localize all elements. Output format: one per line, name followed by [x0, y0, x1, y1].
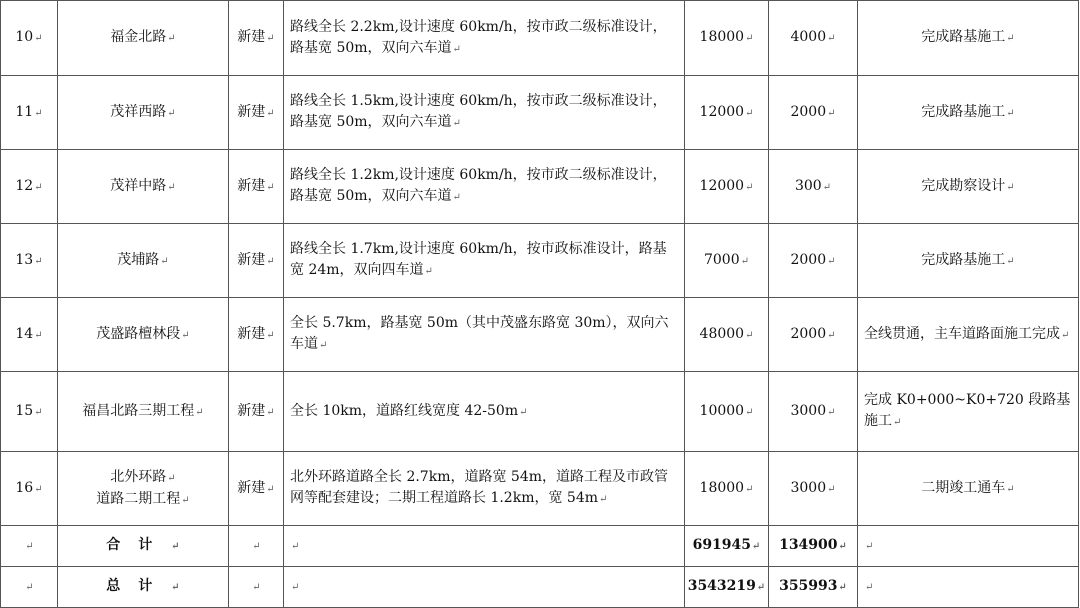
construction-type: 新建 [237, 177, 266, 194]
progress-target: 完成路基施工 [921, 29, 1006, 45]
project-name: 福金北路 [110, 29, 167, 45]
project-name: 福昌北路三期工程 [82, 402, 195, 419]
total-investment: 12000 [699, 103, 745, 120]
annual-investment: 2000 [790, 103, 827, 120]
progress-target: 完成 K0+000~K0+720 段路基施工 [864, 392, 1071, 429]
construction-type: 新建 [237, 251, 266, 268]
construction-type: 新建 [237, 402, 266, 419]
total-investment: 7000 [703, 251, 740, 268]
construction-type: 新建 [237, 479, 266, 496]
project-name: 茂盛路檀林段 [96, 325, 181, 342]
progress-target: 完成勘察设计 [921, 177, 1006, 194]
annual-investment: 4000 [790, 29, 827, 45]
project-name-line-2: 道路二期工程 [96, 490, 181, 507]
project-name: 茂埔路 [117, 251, 160, 268]
construction-type: 新建 [237, 325, 266, 342]
project-description: 全长 10km，道路红线宽度 42-50m [290, 402, 519, 419]
grand-total-investment: 3543219 [687, 578, 756, 594]
total-investment: 48000 [699, 325, 745, 342]
progress-target: 完成路基施工 [921, 103, 1006, 120]
row-number: 13 [15, 251, 34, 268]
row-number: 12 [15, 177, 34, 194]
total-investment: 10000 [699, 402, 745, 419]
project-description: 路线全长 1.5km,设计速度 60km/h，按市政二级标准设计，路基宽 50m，双向六车道 [290, 93, 667, 130]
row-number: 16 [15, 479, 34, 496]
project-description: 北外环路道路全长 2.7km，道路宽 54m，道路工程及市政管网等配套建设；二期工程道路长 1.2km，宽 54m [290, 469, 669, 506]
table-row: 14↵ 茂盛路檀林段↵ 新建↵ 全长 5.7km，路基宽 50m（其中茂盛东路宽 30m），双向六车道↵ 48000↵ 2000↵ 全线贯通，主车道路面施工完成↵ [1, 298, 1079, 372]
table-row: 16↵ 北外环路↵ 道路二期工程↵ 新建↵ 北外环路道路全长 2.7km，道路宽 54m，道路工程及市政管网等配套建设；二期工程道路长 1.2km，宽 54m↵ 18000↵ 3000↵ 二期竣工通车↵ [1, 452, 1079, 526]
row-number: 14 [15, 325, 34, 342]
progress-target: 完成路基施工 [921, 251, 1006, 268]
annual-investment: 300 [794, 177, 822, 194]
grand-total-row: ↵ 总计↵ ↵ ↵ 3543219↵ 355993↵ ↵ [1, 567, 1079, 608]
subtotal-row: ↵ 合计↵ ↵ ↵ 691945↵ 134900↵ ↵ [1, 526, 1079, 567]
row-number: 11 [15, 103, 34, 120]
grand-total-label: 总计 [106, 578, 171, 594]
progress-target: 二期竣工通车 [921, 479, 1006, 496]
table-row: 11↵ 茂祥西路↵ 新建↵ 路线全长 1.5km,设计速度 60km/h，按市政二级标准设计，路基宽 50m，双向六车道↵ 12000↵ 2000↵ 完成路基施工↵ [1, 76, 1079, 150]
project-description: 路线全长 2.2km,设计速度 60km/h，按市政二级标准设计，路基宽 50m，双向六车道 [290, 18, 667, 56]
total-investment: 12000 [699, 177, 745, 194]
project-description: 路线全长 1.7km,设计速度 60km/h，按市政标准设计，路基宽 24m，双向四车道 [290, 241, 667, 278]
subtotal-label: 合计 [106, 537, 171, 553]
project-description: 全长 5.7km，路基宽 50m（其中茂盛东路宽 30m），双向六车道 [290, 315, 669, 352]
total-investment: 18000 [699, 29, 745, 45]
annual-investment: 3000 [790, 479, 827, 496]
subtotal-annual-investment: 134900 [779, 537, 838, 553]
construction-type: 新建 [237, 103, 266, 120]
annual-investment: 3000 [790, 402, 827, 419]
table-row: 13↵ 茂埔路↵ 新建↵ 路线全长 1.7km,设计速度 60km/h，按市政标准设计，路基宽 24m，双向四车道↵ 7000↵ 2000↵ 完成路基施工↵ [1, 224, 1079, 298]
progress-target: 全线贯通，主车道路面施工完成 [864, 325, 1060, 342]
construction-type: 新建 [237, 29, 266, 45]
row-number: 10 [15, 29, 34, 45]
annual-investment: 2000 [790, 325, 827, 342]
annual-investment: 2000 [790, 251, 827, 268]
project-name: 茂祥中路 [110, 177, 167, 194]
subtotal-total-investment: 691945 [692, 537, 752, 553]
grand-total-annual-investment: 355993 [779, 578, 838, 594]
project-name-line-1: 北外环路 [110, 468, 167, 485]
paragraph-mark: ↵ [25, 541, 34, 552]
project-description: 路线全长 1.2km,设计速度 60km/h，按市政二级标准设计，路基宽 50m，双向六车道 [290, 167, 667, 204]
table-row: 10↵ 福金北路↵ 新建↵ 路线全长 2.2km,设计速度 60km/h，按市政二级标准设计，路基宽 50m，双向六车道↵ 18000↵ 4000↵ 完成路基施工↵ [1, 1, 1079, 76]
table-row: 12↵ 茂祥中路↵ 新建↵ 路线全长 1.2km,设计速度 60km/h，按市政二级标准设计，路基宽 50m，双向六车道↵ 12000↵ 300↵ 完成勘察设计↵ [1, 150, 1079, 224]
total-investment: 18000 [699, 479, 745, 496]
project-name: 茂祥西路 [110, 103, 167, 120]
row-number: 15 [15, 402, 34, 419]
table-row: 15↵ 福昌北路三期工程↵ 新建↵ 全长 10km，道路红线宽度 42-50m↵ 10000↵ 3000↵ 完成 K0+000~K0+720 段路基施工↵ [1, 372, 1079, 452]
